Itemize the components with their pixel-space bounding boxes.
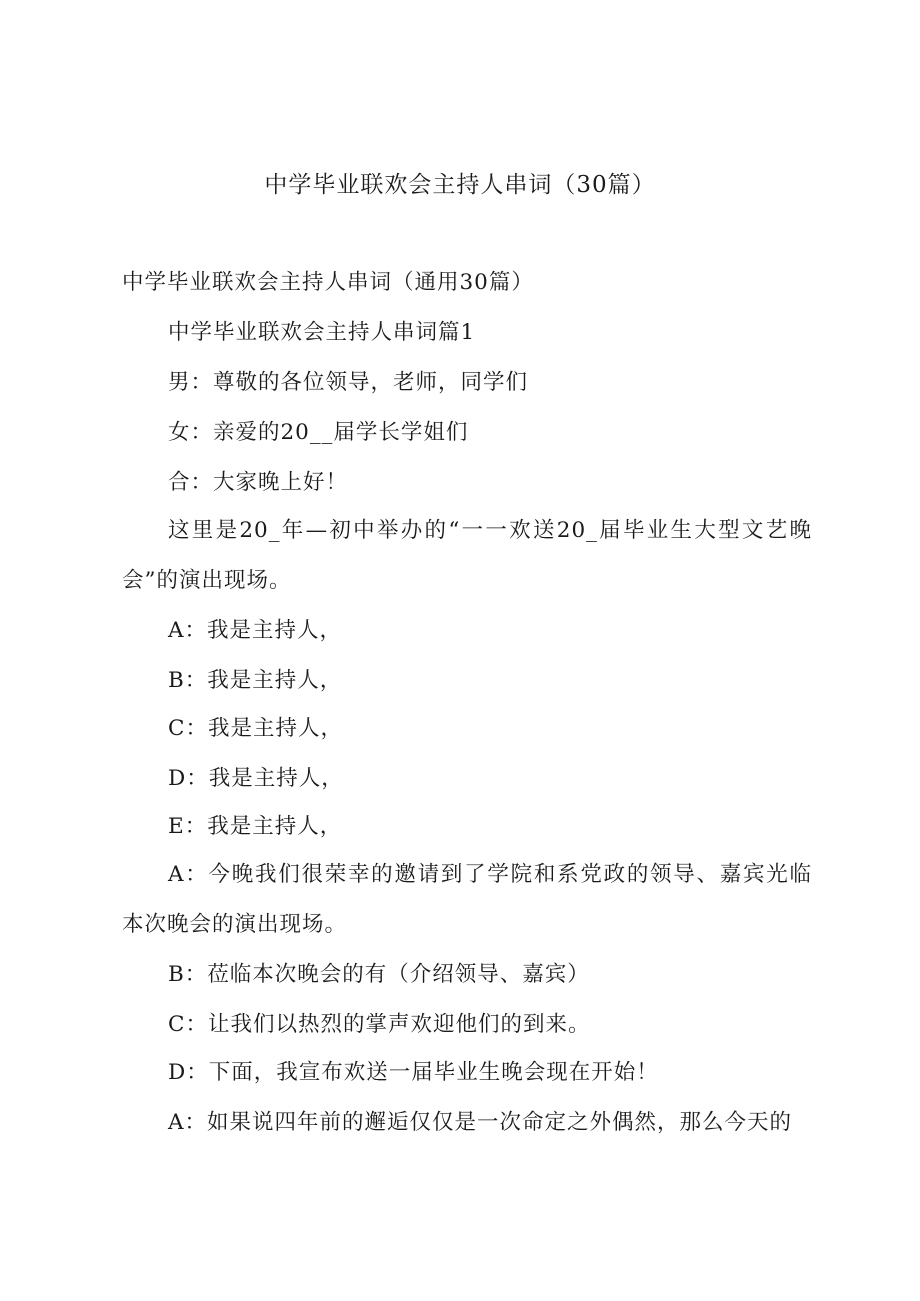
- paragraph: C：我是主持人，: [168, 716, 343, 741]
- paragraph: 合：大家晚上好！: [168, 470, 349, 495]
- paragraph: D：下面，我宣布欢送一届毕业生晚会现在开始！: [168, 1060, 659, 1085]
- paragraph: B：莅临本次晚会的有（介绍领导、嘉宾）: [168, 962, 590, 987]
- paragraph: B：我是主持人，: [168, 668, 343, 693]
- paragraph: E：我是主持人，: [168, 814, 343, 839]
- paragraph: 女：亲爱的20__届学长学姐们: [168, 420, 469, 445]
- document-subtitle: 中学毕业联欢会主持人串词（通用30篇）: [122, 270, 534, 295]
- paragraph: A：今晚我们很荣幸的邀请到了学院和系党政的领导、嘉宾光临本次晚会的演出现场。: [122, 862, 812, 937]
- document-title: 中学毕业联欢会主持人串词（30篇）: [264, 172, 656, 198]
- paragraph: A：如果说四年前的邂逅仅仅是一次命定之外偶然，那么今天的: [168, 1110, 793, 1135]
- paragraph: 男：尊敬的各位领导，老师，同学们: [168, 370, 529, 395]
- paragraph: 这里是20_年—初中举办的“一一欢送20_届毕业生大型文艺晚会”的演出现场。: [122, 518, 812, 593]
- section-heading: 中学毕业联欢会主持人串词篇1: [168, 320, 476, 345]
- paragraph: C：让我们以热烈的掌声欢迎他们的到来。: [168, 1012, 591, 1037]
- paragraph: D：我是主持人，: [168, 766, 344, 791]
- paragraph: A：我是主持人，: [168, 618, 343, 643]
